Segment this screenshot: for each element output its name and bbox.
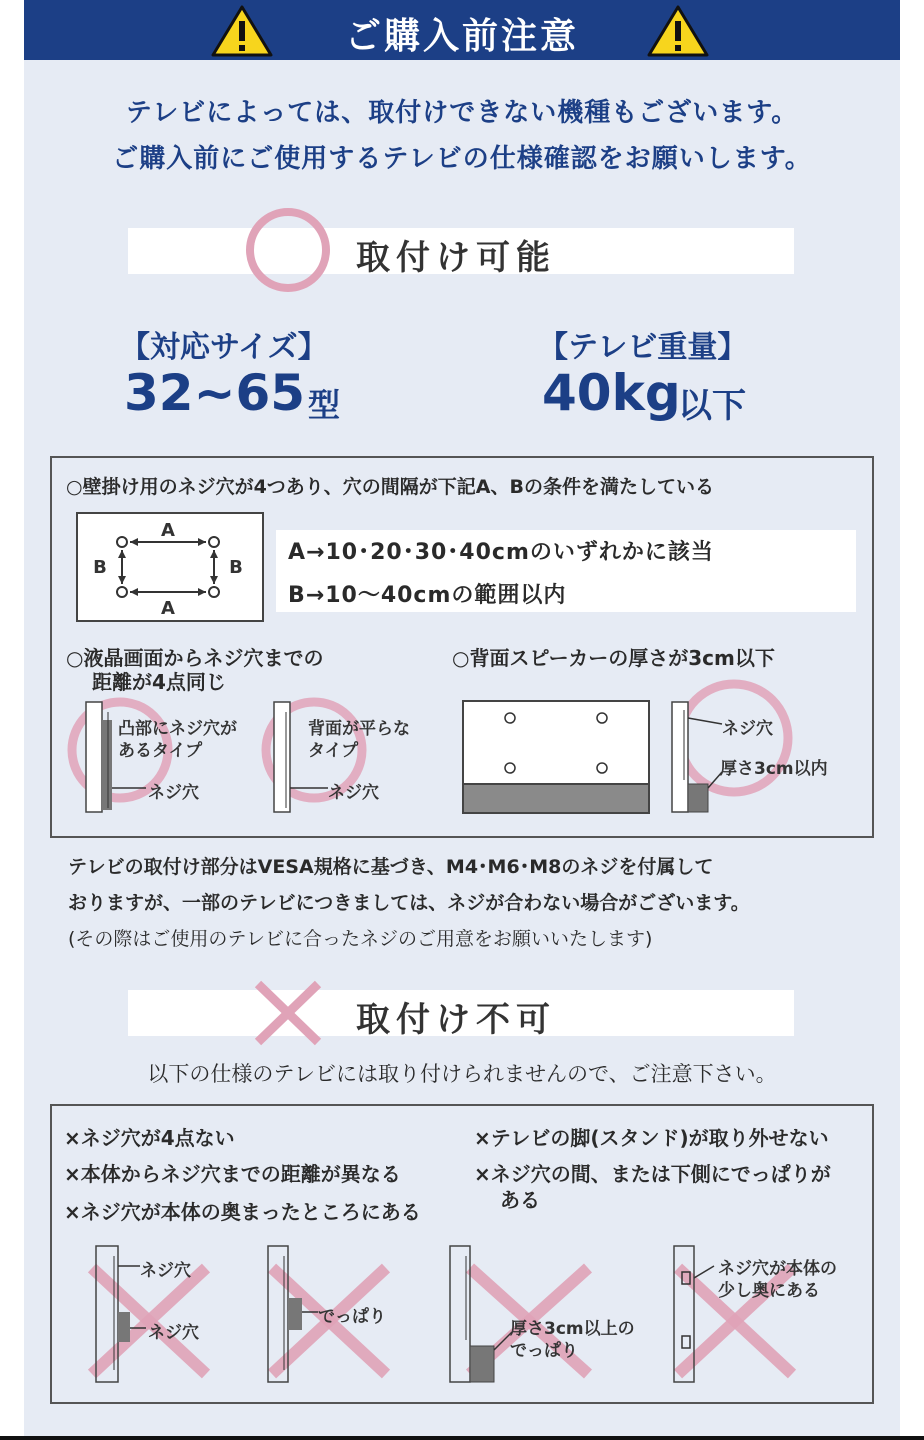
- ng-screw-hole-label: ネジ穴: [140, 1261, 191, 1281]
- intro-line-2: ご購入前にご使用するテレビの仕様確認をお願いします。: [112, 144, 812, 174]
- size-label: 【対応サイズ】: [120, 330, 328, 365]
- ng-diagram-thick-protrusion: [440, 1240, 600, 1386]
- ng-thick-label-line-2: でっぱり: [510, 1341, 578, 1361]
- screw-hole-label: ネジ穴: [328, 783, 379, 803]
- condition-1: ○壁掛け用のネジ穴が4つあり、穴の間隔が下記A、Bの条件を満たしている: [66, 476, 714, 498]
- ng-recessed-label-line-1: ネジ穴が本体の: [718, 1259, 837, 1279]
- bottom-border: [0, 1436, 924, 1440]
- type-2-label-line-1: 背面が平らな: [308, 719, 410, 739]
- weight-unit: 以下: [678, 386, 746, 426]
- type-1-label-line-2: あるタイプ: [118, 741, 203, 761]
- ok-banner-text: 取付け可能: [356, 238, 556, 278]
- ng-screw-hole-label: ネジ穴: [148, 1323, 199, 1343]
- weight-label: 【テレビ重量】: [538, 330, 748, 365]
- weight-value: 40kg: [542, 364, 681, 422]
- thickness-note: 厚さ3cm以内: [720, 759, 828, 779]
- label-b: B: [229, 557, 243, 578]
- condition-2-line-2: 距離が4点同じ: [92, 670, 226, 694]
- ng-item: ある: [500, 1188, 540, 1212]
- condition-3: ○背面スピーカーの厚さが3cm以下: [452, 646, 775, 670]
- note-line-2: おりますが、一部のテレビにつきましては、ネジが合わない場合がございます。: [68, 892, 750, 914]
- label-a: A: [161, 598, 175, 619]
- intro-line-1: テレビによっては、取付けできない機種もございます。: [125, 98, 799, 128]
- ng-recessed-label-line-2: 少し奥にある: [718, 1281, 820, 1301]
- condition-2-line-1: ○液晶画面からネジ穴までの: [66, 646, 324, 670]
- size-value: 32~65: [124, 364, 306, 422]
- label-b: B: [93, 557, 107, 578]
- type-2-label-line-2: タイプ: [308, 741, 359, 761]
- ng-subtitle: 以下の仕様のテレビには取り付けられませんので、ご注意下さい。: [147, 1062, 777, 1086]
- ng-thick-label-line-1: 厚さ3cm以上の: [510, 1319, 635, 1339]
- rule-a: A→10･20･30･40cmのいずれかに該当: [288, 540, 714, 565]
- hole-spacing-diagram: [76, 512, 264, 622]
- note-line-3: (その際はご使用のテレビに合ったネジのご用意をお願いいたします): [68, 928, 653, 950]
- tv-back-speaker-diagram: [462, 700, 650, 814]
- header-bar: [24, 0, 900, 60]
- ng-banner-text: 取付け不可: [356, 1000, 556, 1040]
- header-title: ご購入前注意: [344, 16, 579, 57]
- ng-item: ×本体からネジ穴までの距離が異なる: [64, 1162, 401, 1186]
- ng-item: ×ネジ穴が4点ない: [64, 1126, 235, 1150]
- ng-item: ×テレビの脚(スタンド)が取り外せない: [474, 1126, 829, 1150]
- screw-hole-label: ネジ穴: [148, 783, 199, 803]
- speaker-thickness-diagram: [654, 676, 864, 820]
- ng-item: ×ネジ穴が本体の奥まったところにある: [64, 1200, 421, 1224]
- ng-item: ×ネジ穴の間、または下側にでっぱりが: [474, 1162, 831, 1186]
- screw-hole-label: ネジ穴: [722, 719, 773, 739]
- note-line-1: テレビの取付け部分はVESA規格に基づき、M4･M6･M8のネジを付属して: [68, 856, 714, 878]
- cross-ng-icon: [250, 978, 326, 1048]
- type-1-label-line-1: 凸部にネジ穴が: [118, 719, 237, 739]
- label-a: A: [161, 520, 175, 541]
- rule-b: B→10～40cmの範囲以内: [288, 583, 567, 608]
- circle-ok-icon: [244, 206, 332, 294]
- warning-icon: [646, 4, 710, 58]
- size-unit: 型: [308, 386, 341, 424]
- ng-protrusion-label: でっぱり: [318, 1307, 386, 1327]
